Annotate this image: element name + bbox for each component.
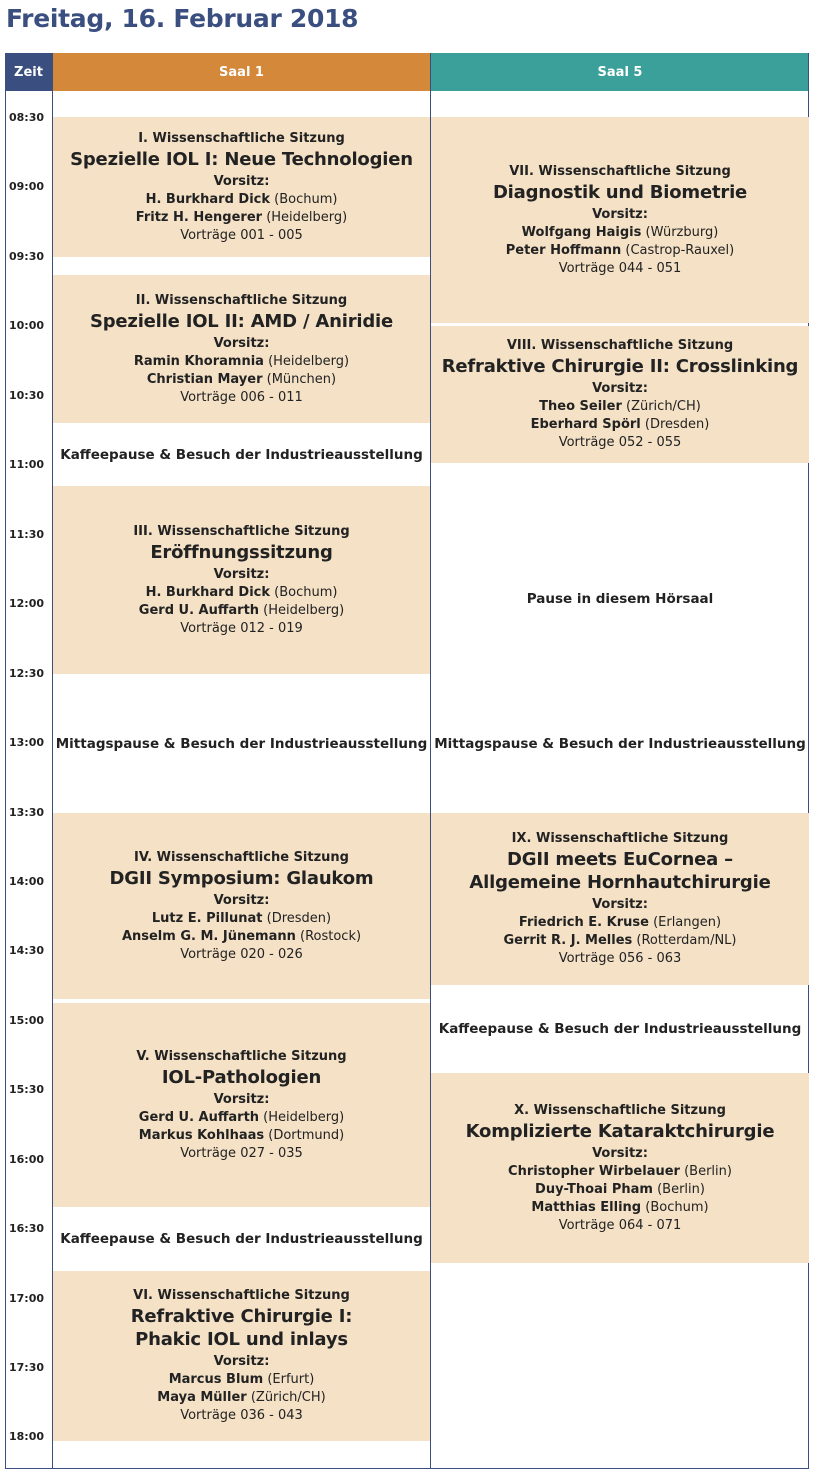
header-zeit: Zeit [5,53,52,91]
break-label: Mittagspause & Besuch der Industrieausstellung [55,735,428,752]
chair-person [147,371,336,389]
person-city: (Dortmund) [264,1127,345,1143]
coffee-break-block [431,986,809,1072]
session-block-6 [53,1271,430,1441]
time-label: 09:00 [9,180,45,193]
chair-person [146,191,338,209]
person-name: Theo Seiler [539,399,622,414]
break-label: Kaffeepause & Besuch der Industrieausstellung [60,1231,423,1247]
chair-person [539,398,701,416]
chair-label: Vorsitz: [592,206,648,222]
session-block-9 [431,813,809,985]
person-name: Friedrich E. Kruse [518,915,649,930]
chair-person [535,1181,705,1199]
time-label: 18:00 [9,1430,45,1443]
person-city: (Rostock) [295,928,362,944]
chair-label: Vorsitz: [592,1145,648,1161]
coffee-break-block [53,1208,430,1270]
session-block-7 [431,117,809,323]
chair-person [146,584,338,602]
chair-person [169,1371,315,1389]
time-label: 16:00 [9,1153,45,1166]
person-name: Lutz E. Pillunat [151,910,263,926]
person-name: H. Burkhard Dick [145,584,270,600]
chair-label: Vorsitz: [592,381,648,396]
session-label: X. Wissenschaftliche Sitzung [514,1102,726,1118]
break-label: Mittagspause & Besuch der Industrieausstellung [434,735,806,752]
time-label: 11:00 [9,458,45,471]
session-label: VII. Wissenschaftliche Sitzung [509,163,731,179]
session-title: Refraktive Chirurgie II: Crosslinking [441,356,799,377]
person-city: (Erfurt) [263,1372,315,1387]
talks-range: Vorträge 052 - 055 [558,435,682,450]
time-label: 08:30 [9,111,45,124]
session-title: Diagnostik und Biometrie [492,181,748,203]
chair-label: Vorsitz: [213,892,270,908]
session-label: VIII. Wissenschaftliche Sitzung [506,338,734,353]
person-name: Duy-Thoai Pham [535,1181,653,1197]
lunch-break-block [431,675,809,812]
session-title: Eröffnungssitzung [150,541,333,563]
talks-range: Vorträge 012 - 019 [180,620,303,636]
session-label: I. Wissenschaftliche Sitzung [138,130,345,146]
person-city: (Zürich/CH) [246,1390,326,1405]
person-city: (Dresden) [262,910,332,926]
chair-label: Vorsitz: [213,1091,270,1107]
time-label: 10:00 [9,319,45,332]
person-name: H. Burkhard Dick [145,191,270,207]
chair-label: Vorsitz: [213,173,270,189]
session-title-line-1: DGII meets EuCornea – [507,849,733,870]
session-block-2 [53,275,430,423]
chair-label: Vorsitz: [592,897,648,912]
person-city: (Berlin) [652,1181,705,1197]
person-city: (Berlin) [679,1163,732,1179]
chair-person [134,353,349,371]
person-city: (Heidelberg) [263,353,350,369]
person-name: Ramin Khoramnia [133,353,264,369]
chair-label: Vorsitz: [213,566,270,582]
person-city: (Heidelberg) [259,602,345,618]
chair-label: Vorsitz: [213,335,270,351]
person-name: Eberhard Spörl [530,417,641,432]
session-title-line-2: Allgemeine Hornhautchirurgie [469,872,771,893]
chair-person [152,910,331,928]
person-name: Marcus Blum [168,1372,264,1387]
talks-range: Vorträge 044 - 051 [558,260,682,276]
person-name: Gerd U. Auffarth [138,602,260,618]
session-block-5 [53,1003,430,1207]
time-label: 17:30 [9,1361,45,1374]
person-name: Anselm G. M. Jünemann [121,928,296,944]
chair-person [139,602,344,620]
session-label: VI. Wissenschaftliche Sitzung [133,1288,350,1303]
time-label: 09:30 [9,250,45,263]
person-name: Matthias Elling [531,1199,642,1215]
chair-person [139,1127,344,1145]
talks-range: Vorträge 036 - 043 [180,1408,303,1423]
person-city: (Erlangen) [648,915,722,930]
person-city: (Castrop-Rauxel) [621,242,735,258]
talks-range: Vorträge 056 - 063 [558,951,682,966]
person-name: Markus Kohlhaas [138,1127,265,1143]
session-title: Komplizierte Kataraktchirurgie [465,1120,775,1142]
time-label: 10:30 [9,389,45,402]
session-title: DGII Symposium: Glaukom [109,867,374,889]
talks-range: Vorträge 020 - 026 [180,946,303,962]
session-label: III. Wissenschaftliche Sitzung [133,523,350,539]
page-title: Freitag, 16. Februar 2018 [6,4,359,33]
session-block-8 [431,326,809,463]
chair-label: Vorsitz: [213,1354,270,1369]
time-label: 16:30 [9,1222,45,1235]
session-title: IOL-Pathologien [161,1066,322,1088]
session-block-4 [53,813,430,999]
person-city: (München) [262,371,337,387]
session-title-line-1: Refraktive Chirurgie I: [130,1306,353,1327]
time-label: 15:00 [9,1014,45,1027]
person-city: (Würzburg) [641,224,719,240]
person-name: Christopher Wirbelauer [508,1163,680,1179]
chair-person [522,224,719,242]
talks-range: Vorträge 027 - 035 [180,1145,303,1161]
time-label: 11:30 [9,528,45,541]
frame-bottom [5,1468,809,1469]
chair-person [531,1199,708,1217]
chair-person [519,914,721,932]
chair-person [122,928,361,946]
chair-person [139,1109,344,1127]
chair-person [157,1389,325,1407]
session-block-1 [53,117,430,257]
chair-person [506,242,735,260]
chair-person [504,932,737,950]
chair-person [531,416,710,434]
header-saal-5: Saal 5 [431,53,809,91]
session-title: Spezielle IOL II: AMD / Aniridie [89,310,394,332]
session-block-3 [53,486,430,674]
break-label: Kaffeepause & Besuch der Industrieausstellung [438,1021,802,1037]
session-block-10 [431,1073,809,1263]
person-city: (Bochum) [270,584,338,600]
session-label: V. Wissenschaftliche Sitzung [136,1048,347,1064]
break-label: Kaffeepause & Besuch der Industrieausstellung [60,447,423,463]
time-label: 14:30 [9,944,45,957]
person-city: (Heidelberg) [262,209,348,225]
time-label: 12:00 [9,597,45,610]
time-label: 13:00 [9,736,45,749]
session-title: Spezielle IOL I: Neue Technologien [70,148,413,170]
frame-left [5,53,6,1469]
time-label: 14:00 [9,875,45,888]
person-city: (Zürich/CH) [621,399,701,414]
person-name: Fritz H. Hengerer [135,209,263,225]
lunch-break-block [53,675,430,812]
time-label: 17:00 [9,1292,45,1305]
session-title-line-2: Phakic IOL und inlays [135,1329,348,1350]
person-city: (Bochum) [270,191,338,207]
person-name: Wolfgang Haigis [521,224,642,240]
person-name: Peter Hoffmann [505,242,622,258]
session-label: II. Wissenschaftliche Sitzung [135,292,348,308]
talks-range: Vorträge 064 - 071 [558,1217,682,1233]
chair-person [136,209,347,227]
time-label: 12:30 [9,667,45,680]
header-saal-1: Saal 1 [53,53,430,91]
person-city: (Dresden) [640,417,710,432]
coffee-break-block [53,425,430,485]
talks-range: Vorträge 001 - 005 [180,227,303,243]
person-name: Maya Müller [157,1390,247,1405]
session-label: IX. Wissenschaftliche Sitzung [511,831,729,846]
person-city: (Bochum) [641,1199,709,1215]
person-name: Christian Mayer [146,371,263,387]
chair-person [508,1163,732,1181]
time-label: 15:30 [9,1083,45,1096]
person-name: Gerrit R. J. Melles [503,933,633,948]
person-city: (Heidelberg) [259,1109,345,1125]
session-label: IV. Wissenschaftliche Sitzung [133,849,349,865]
time-label: 13:30 [9,806,45,819]
talks-range: Vorträge 006 - 011 [180,389,303,405]
person-city: (Rotterdam/NL) [632,933,737,948]
pause-label: Pause in diesem Hörsaal [526,591,714,607]
person-name: Gerd U. Auffarth [138,1109,260,1125]
